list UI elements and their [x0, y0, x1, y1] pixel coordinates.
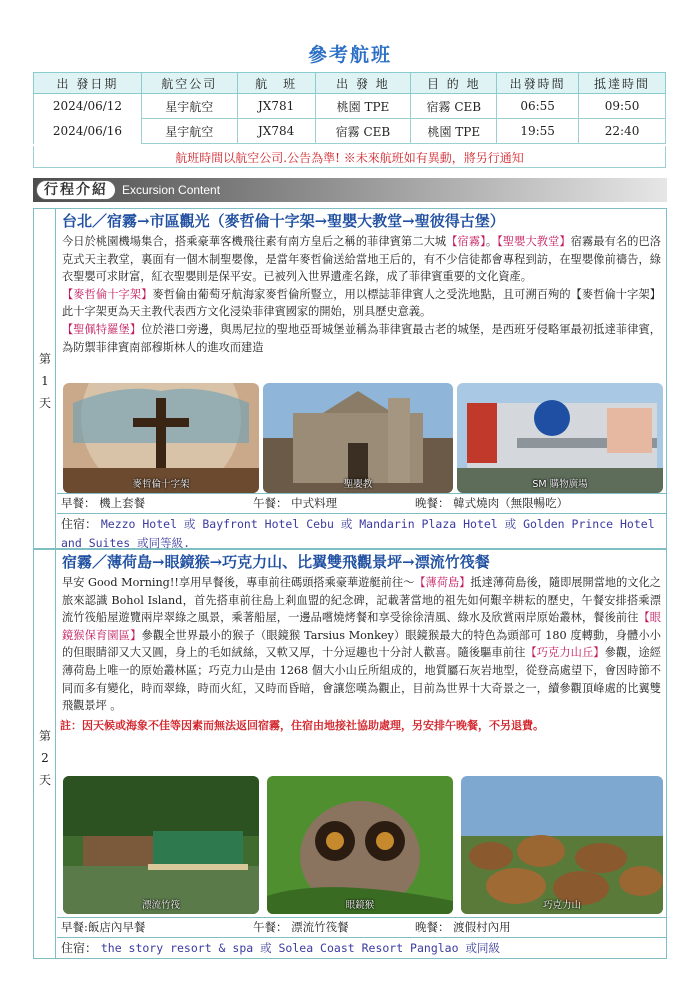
photo-tarsier	[267, 776, 453, 914]
day-1-block	[33, 208, 667, 549]
flight-date: 2024/06/16	[34, 119, 142, 144]
text: 今日於桃園機場集合，搭乘豪華客機飛往素有南方皇后之稱的菲律賓第二大城	[62, 235, 447, 248]
hotel-value: the story resort & spa 或 Solea Coast Resort Panglao 或同級	[100, 941, 500, 955]
header-airline: 航空公司	[141, 73, 237, 94]
day-2-meals	[57, 917, 667, 937]
day-2-photos	[63, 776, 663, 914]
highlight-bohol: 【薄荷島】	[414, 576, 471, 589]
header-date: 出 發日期	[34, 73, 142, 94]
day-2-paragraph-1	[57, 574, 667, 715]
raft-image-icon	[63, 776, 259, 914]
day-1-title: 台北／宿霧→市區觀光（麥哲倫十字架→聖嬰大教堂→聖彼得古堡）	[62, 212, 505, 230]
flight-airline: 星宇航空	[141, 119, 237, 144]
meal-breakfast: 早餐： 機上套餐	[61, 496, 146, 510]
day-2-label-tian: 天	[38, 773, 51, 787]
day-1-label-tian: 天	[38, 396, 51, 410]
text: 。	[485, 235, 498, 248]
day-1-label-di: 第	[38, 352, 51, 366]
header-to: 目 的 地	[411, 73, 497, 94]
day-2-hotel	[57, 937, 667, 959]
day-1-meals	[57, 493, 667, 513]
flight-table	[33, 72, 666, 144]
flight-from: 桃園 TPE	[315, 94, 411, 119]
day-2-warning: 註：因天候或海象不佳等因素而無法返回宿霧，住宿由地接社協助處理，另安排午晚餐，不另退費。	[60, 718, 544, 732]
header-dep: 出發時間	[497, 73, 579, 94]
day-2-label-column	[34, 550, 56, 958]
highlight-cross: 【麥哲倫十字架】	[62, 287, 153, 301]
highlight-basilica: 【聖嬰大教堂】	[497, 235, 571, 248]
flight-note: 航班時間以航空公司.公告為準! ※未來航班如有異動，將另行通知	[33, 146, 666, 168]
photo-sm-mall	[457, 383, 663, 493]
photo-magellan-cross	[63, 383, 259, 493]
meal-dinner: 晚餐： 韓式燒肉（無限暢吃）	[415, 496, 569, 510]
day-1-paragraph-2	[57, 286, 667, 321]
day-1-label-num: 1	[41, 374, 49, 388]
day-2-title: 宿霧／薄荷島→眼鏡猴→巧克力山、比翼雙飛觀景坪→漂流竹筏餐	[62, 553, 490, 571]
meal-dinner: 晚餐： 渡假村內用	[415, 920, 511, 934]
hotel-value: Mezzo Hotel 或 Bayfront Hotel Cebu 或 Mandarin Plaza Hotel 或 Golden Prince Hotel and Suites 或同等級.	[61, 517, 655, 550]
flight-number: JX784	[237, 119, 315, 144]
text: 參觀，途經薄荷島上唯一的原始叢林區；巧克力山是由 1268 個大小山丘所組成的，地質屬石灰岩地型，從登高處望下，會因時節不同而多有變化，時而翠綠，時而火紅，又時而昏暗，會讓您嘆為觀止，目前為世界十大奇景之一，續參觀頂峰處的比翼雙飛觀景坪 。	[62, 646, 661, 713]
flight-date: 2024/06/12	[34, 94, 142, 119]
day-2-label-num: 2	[41, 751, 49, 765]
header-arr: 抵達時間	[579, 73, 666, 94]
flight-dep: 19:55	[497, 119, 579, 144]
text: 抵達薄荷島後，隨即展開當地的文化之旅來認識 Bohol Island，首先搭車前往島上剎血盟的紀念碑，記載著當地的祖先如何艱辛耕耘的歷史，午餐安排搭乘漂流竹筏船屋遊覽兩岸翠綠之風景，乘著船屋，一邊品嚐燒烤餐和享受徐徐清風、綠水及欣賞兩岸原始叢林，餐後前往	[62, 576, 661, 625]
day-1-content	[57, 209, 667, 550]
photo-basilica	[263, 383, 453, 493]
meal-breakfast: 早餐:飯店內早餐	[61, 920, 146, 934]
text: 麥哲倫由葡萄牙航海家麥哲倫所豎立，用以標誌菲律賓人之受洗地點，且可溯百殉的【麥哲倫十字架】此十字架更為天主教代表西方文化浸染菲律賓國家的開始，別具歷史意義。	[62, 287, 661, 319]
hotel-label: 住宿：	[61, 517, 98, 531]
photo-bamboo-raft	[63, 776, 259, 914]
photo-caption: 聖嬰教	[343, 479, 373, 490]
section-title: 行程介紹	[36, 180, 116, 200]
flight-arr: 22:40	[579, 119, 666, 144]
highlight-chocolate-hills: 【巧克力山丘】	[525, 646, 605, 660]
highlight-cebu: 【宿霧】	[446, 235, 486, 248]
photo-caption: 巧克力山	[542, 900, 581, 911]
photo-caption: 眼鏡猴	[345, 900, 375, 911]
photo-caption: 麥哲倫十字架	[132, 479, 190, 490]
hotel-label: 住宿：	[61, 941, 98, 955]
flight-from: 宿霧 CEB	[315, 119, 411, 144]
flight-to: 宿霧 CEB	[411, 94, 497, 119]
meal-lunch: 午餐： 中式料理	[253, 496, 338, 510]
flight-table-header	[34, 73, 666, 94]
section-subtitle: Excursion Content	[122, 183, 221, 197]
flight-number: JX781	[237, 94, 315, 119]
text: 宿霧最有名的巴洛克式天主教堂，裏面有一個木制聖嬰像，是當年麥哲倫送給當地王后的，有不少信徒都會專程到訪，在聖嬰像前禱告，綠衣聖嬰可求財富，紅衣聖嬰則是保平安。已被列入世界遺產名錄，成了菲律賓重要的文化資產。	[62, 235, 661, 284]
day-1-label-column	[34, 209, 56, 548]
table-row	[34, 94, 666, 119]
meal-lunch: 午餐： 漂流竹筏餐	[253, 920, 349, 934]
highlight-tarsier: 【眼鏡猴保育園區】	[62, 611, 661, 642]
flight-dep: 06:55	[497, 94, 579, 119]
day-1-paragraph-3	[57, 321, 667, 356]
flight-to: 桃園 TPE	[411, 119, 497, 144]
tarsier-image-icon	[267, 776, 453, 914]
header-from: 出 發 地	[315, 73, 411, 94]
day-1-hotel	[57, 513, 667, 550]
day-1-paragraph-1	[57, 233, 667, 286]
photo-chocolate-hills	[461, 776, 663, 914]
page-title: 參考航班	[307, 44, 392, 66]
text: 位於港口旁邊，與馬尼拉的聖地亞哥城堡並稱為菲律賓最古老的城堡，是西班牙侵略軍最初抵達菲律賓，為防禦菲律賓南部穆斯林人的進攻而建造	[62, 322, 661, 354]
day-2-content	[57, 550, 667, 955]
photo-caption: SM 購物廣場	[532, 479, 588, 490]
day-2-label-di: 第	[38, 729, 51, 743]
day-1-photos	[63, 383, 663, 493]
highlight-fort: 【聖佩特羅堡】	[62, 322, 142, 336]
text: 早安 Good Morning!!享用早餐後，專車前往碼頭搭乘豪華遊艇前往～	[62, 576, 415, 589]
table-row	[34, 119, 666, 144]
text: 參觀全世界最小的猴子（眼鏡猴 Tarsius Monkey）眼鏡猴最大的特色為頭部可 180 度轉動，身體小小的但眼睛卻又大又圓，身上的毛如絨絲，又軟又厚，十分逗趣也十分討人歡喜。隨後驅車前往	[62, 628, 661, 660]
flight-arr: 09:50	[579, 94, 666, 119]
header-flight: 航 班	[237, 73, 315, 94]
hills-image-icon	[461, 776, 663, 914]
flight-airline: 星宇航空	[141, 94, 237, 119]
day-2-block	[33, 549, 667, 959]
photo-caption: 漂流竹筏	[141, 900, 180, 911]
